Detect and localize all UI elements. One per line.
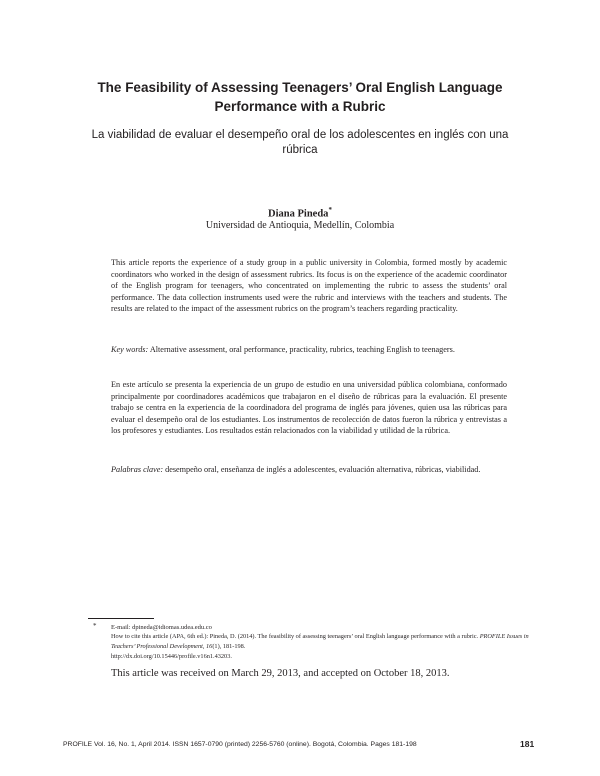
footnote-mark: *	[93, 622, 97, 630]
author-name	[100, 206, 500, 220]
author-email[interactable]: E-mail: dpineda@idiomas.udea.edu.co	[111, 624, 212, 631]
author-affiliation: Universidad de Antioquia, Medellín, Colombia	[205, 220, 395, 231]
article-title: The Feasibility of Assessing Teenagers’ Oral English Language Performance with a Rubric	[97, 80, 503, 114]
keywords-spanish-label: Palabras clave:	[111, 465, 164, 474]
citation-doi-link[interactable]: http://dx.doi.org/10.15446/profile.v16n1.43203.	[111, 653, 232, 660]
citation-prefix: How to cite this article (APA, 6th ed.): Pineda, D. (2014). The feasibility of assessing teenagers’ oral English language performance with a rubric.	[111, 633, 479, 640]
abstract-english: This article reports the experience of a study group in a public university in Colombia, formed mostly by academic coordinators who worked in the design of assessment rubrics. Its focus is on the experience of the academic coordinator of the English program for teenagers, who concentrated on implementing the rubric to assess the students’ oral performance. The data collection instruments used were the rubric and interviews with the teachers and students. The results are related to the impact of the assessment rubrics on the program’s teachers regarding practicality.	[111, 258, 507, 314]
keywords-english	[111, 344, 507, 356]
author-footnote-mark: *	[328, 206, 332, 214]
keywords-spanish-text: desempeño oral, enseñanza de inglés a adolescentes, evaluación alternativa, rúbricas, viabilidad.	[165, 465, 481, 474]
keywords-english-text: Alternative assessment, oral performance, practicality, rubrics, teaching English to teenagers.	[149, 345, 455, 354]
page-number: 181	[520, 739, 535, 749]
citation-note	[111, 632, 531, 662]
keywords-english-label: Key words:	[111, 345, 149, 354]
citation-issue: (1), 181-198.	[212, 643, 246, 650]
received-accepted-note: This article was received on March 29, 2013, and accepted on October 18, 2013.	[111, 668, 450, 679]
abstract-spanish: En este artículo se presenta la experiencia de un grupo de estudio en una universidad pública colombiana, conformado principalmente por coordinadores académicos que trabajaron en el diseño de rúbricas para la evaluación. El presente trabajo se centra en la experiencia de la coordinadora del programa de inglés para jóvenes, quien usa las rúbricas para evaluar el desempeño oral de los estudiantes. Los instrumentos de recolección de datos fueron la rúbrica y entrevistas a los profesores y estudiantes. Los resultados están relacionados con la viabilidad y utilidad de la rúbrica.	[111, 380, 507, 436]
article-subtitle-spanish: La viabilidad de evaluar el desempeño oral de los adolescentes en inglés con una rúbrica	[91, 129, 509, 156]
keywords-spanish	[111, 464, 507, 476]
footnote-divider	[88, 618, 154, 619]
citation-journal: PROFILE Issues in Teachers’ Professional Development, 16	[111, 633, 529, 650]
running-footer: PROFILE Vol. 16, No. 1, April 2014. ISSN 1657-0790 (printed) 2256-5760 (online). Bogotá, Colombia. Pages 181-198	[63, 741, 417, 748]
author-name-text: Diana Pineda	[268, 208, 329, 220]
